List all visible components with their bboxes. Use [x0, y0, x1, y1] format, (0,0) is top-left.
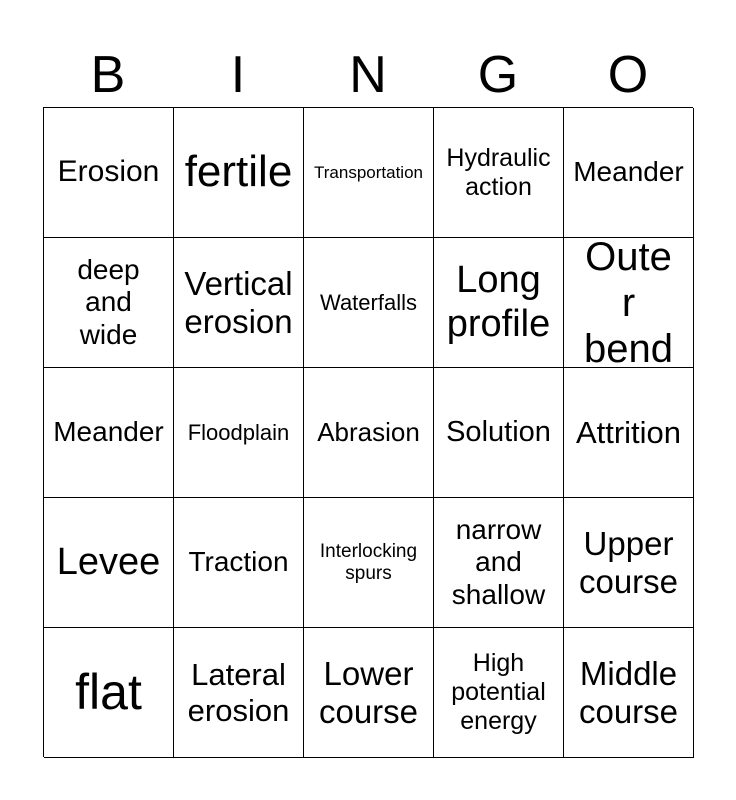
bingo-cell[interactable] — [564, 108, 694, 238]
cell-text: Waterfalls — [320, 289, 417, 315]
bingo-cell[interactable] — [564, 238, 694, 368]
bingo-cell[interactable] — [174, 628, 304, 758]
cell-text: Upper course — [578, 524, 679, 600]
cell-text: Meander — [573, 156, 684, 188]
cell-text: fertile — [184, 147, 293, 197]
bingo-cell[interactable] — [304, 238, 434, 368]
cell-text: Long profile — [446, 258, 551, 345]
cell-text: Lateral erosion — [187, 656, 290, 728]
cell-text: Abrasion — [317, 416, 420, 447]
bingo-cell[interactable] — [304, 108, 434, 238]
bingo-cell[interactable] — [434, 498, 564, 628]
bingo-cell[interactable] — [434, 108, 564, 238]
cell-text: Solution — [446, 415, 551, 448]
cell-text: Lower course — [318, 654, 419, 730]
cell-text: Hydraulic action — [446, 143, 551, 201]
bingo-cell[interactable] — [44, 368, 174, 498]
header-letter-g: G — [477, 46, 519, 104]
bingo-cell[interactable] — [434, 238, 564, 368]
bingo-cell[interactable] — [564, 498, 694, 628]
bingo-cell[interactable] — [44, 628, 174, 758]
bingo-cell[interactable] — [434, 368, 564, 498]
bingo-cell[interactable] — [564, 368, 694, 498]
cell-text: Vertical erosion — [184, 264, 293, 340]
cell-text: Transportation — [314, 162, 423, 182]
cell-text: Middle course — [578, 654, 679, 730]
cell-text: Floodplain — [187, 419, 290, 445]
bingo-cell[interactable] — [44, 238, 174, 368]
cell-text: Levee — [56, 540, 161, 583]
bingo-cell[interactable] — [174, 498, 304, 628]
bingo-cell[interactable] — [174, 238, 304, 368]
bingo-cell[interactable] — [304, 498, 434, 628]
bingo-header — [43, 44, 693, 106]
bingo-cell[interactable] — [44, 498, 174, 628]
header-letter-i: I — [230, 46, 246, 104]
bingo-board — [43, 107, 693, 757]
cell-text: deep and wide — [77, 254, 140, 350]
bingo-cell[interactable] — [304, 628, 434, 758]
cell-text: Attrition — [575, 414, 682, 450]
bingo-cell[interactable] — [174, 368, 304, 498]
cell-text: Erosion — [57, 155, 160, 189]
bingo-cell[interactable] — [434, 628, 564, 758]
cell-text: Outer bend — [584, 238, 673, 368]
cell-text: narrow and shallow — [451, 514, 546, 610]
header-letter-o: O — [607, 46, 649, 104]
cell-text: High potential energy — [451, 649, 546, 735]
cell-text: Meander — [53, 416, 164, 448]
bingo-cell[interactable] — [564, 628, 694, 758]
header-letter-b: B — [90, 46, 126, 104]
cell-text: Traction — [188, 546, 289, 578]
bingo-cell[interactable] — [304, 368, 434, 498]
cell-text: Interlocking spurs — [319, 540, 418, 584]
bingo-cell[interactable] — [174, 108, 304, 238]
bingo-cell[interactable] — [44, 108, 174, 238]
cell-text: flat — [75, 663, 142, 720]
header-letter-n: N — [349, 46, 387, 104]
